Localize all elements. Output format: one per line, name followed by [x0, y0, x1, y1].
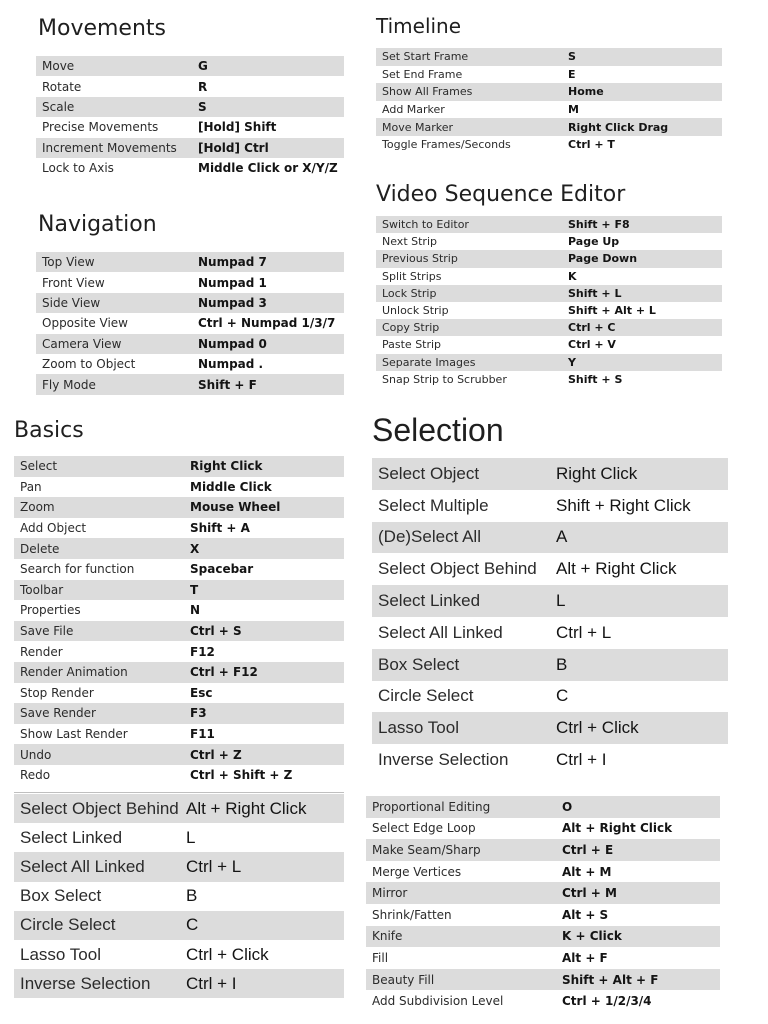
shortcut-key: Right Click — [190, 459, 263, 474]
timeline-table — [376, 48, 722, 154]
shortcut-key: Shift + F8 — [568, 218, 630, 232]
shortcut-key: Shift + Alt + F — [562, 972, 659, 987]
shortcut-action: Switch to Editor — [382, 218, 469, 232]
shortcut-row — [14, 538, 344, 559]
shortcut-key: Right Click Drag — [568, 120, 669, 134]
navigation-table — [36, 252, 344, 395]
shortcut-key: Shift + F — [198, 377, 257, 392]
shortcut-key: L — [556, 591, 566, 611]
shortcut-key: Middle Click — [190, 479, 272, 494]
shortcut-action: Set Start Frame — [382, 50, 469, 64]
shortcut-action: Search for function — [20, 562, 135, 577]
shortcut-key: Ctrl + 1/2/3/4 — [562, 994, 652, 1009]
shortcut-action: Snap Strip to Scrubber — [382, 372, 507, 386]
shortcut-action: Select Object Behind — [20, 798, 179, 818]
shortcut-key: Ctrl + Click — [186, 944, 269, 964]
shortcut-action: Add Object — [20, 521, 87, 536]
shortcut-row — [366, 990, 720, 1012]
shortcut-key: Ctrl + Z — [190, 747, 242, 762]
shortcut-row — [376, 371, 722, 388]
shortcut-key: F3 — [190, 706, 207, 721]
shortcut-action: Select Object — [378, 463, 480, 483]
shortcut-action: Toolbar — [20, 582, 64, 597]
shortcut-row — [376, 354, 722, 371]
shortcut-row — [366, 947, 720, 969]
shortcut-key: Alt + Right Click — [556, 559, 677, 579]
shortcut-row — [36, 354, 344, 374]
shortcut-action: Save Render — [20, 706, 96, 721]
shortcut-key: Ctrl + L — [186, 856, 242, 876]
shortcut-action: Move — [42, 59, 75, 74]
shortcut-key: Ctrl + S — [190, 624, 242, 639]
shortcut-key: Y — [568, 355, 576, 369]
shortcut-row — [376, 268, 722, 285]
shortcut-action: Select All Linked — [378, 622, 503, 642]
shortcut-action: Select Linked — [20, 827, 123, 847]
shortcut-key: F12 — [190, 644, 215, 659]
shortcut-action: Fill — [372, 950, 389, 965]
shortcut-action: (De)Select All — [378, 527, 481, 547]
shortcut-action: Scale — [42, 99, 75, 114]
shortcut-row — [14, 497, 344, 518]
shortcut-action: Knife — [372, 929, 403, 944]
shortcut-row — [372, 681, 728, 713]
shortcut-action: Increment Movements — [42, 140, 177, 155]
shortcut-action: Copy Strip — [382, 321, 440, 335]
shortcut-row — [14, 765, 344, 786]
selection-table — [372, 458, 728, 776]
shortcut-action: Separate Images — [382, 355, 476, 369]
navigation-title: Navigation — [38, 212, 157, 237]
vse-table — [376, 216, 722, 388]
shortcut-row — [14, 662, 344, 683]
shortcut-action: Zoom — [20, 500, 55, 515]
shortcut-action: Lock to Axis — [42, 161, 114, 176]
shortcut-action: Opposite View — [42, 316, 128, 331]
shortcut-key: O — [562, 799, 573, 814]
shortcut-row — [376, 233, 722, 250]
shortcut-action: Precise Movements — [42, 120, 159, 135]
shortcut-key: Ctrl + M — [562, 886, 617, 901]
shortcut-row — [366, 861, 720, 883]
shortcut-action: Select — [20, 459, 58, 474]
shortcut-action: Box Select — [378, 654, 460, 674]
shortcut-action: Split Strips — [382, 269, 442, 283]
shortcut-action: Render Animation — [20, 665, 128, 680]
shortcut-key: X — [190, 541, 200, 556]
timeline-title: Timeline — [376, 14, 462, 38]
shortcut-key: Shift + Right Click — [556, 495, 691, 515]
shortcut-row — [14, 559, 344, 580]
shortcut-action: Toggle Frames/Seconds — [382, 138, 511, 152]
shortcut-row — [372, 649, 728, 681]
shortcut-row — [36, 374, 344, 394]
shortcut-key: Alt + Right Click — [186, 798, 307, 818]
shortcut-row — [376, 136, 722, 154]
shortcut-row — [376, 336, 722, 353]
shortcut-action: Show All Frames — [382, 85, 473, 99]
shortcut-key: C — [556, 686, 569, 706]
mesh-editing-table — [366, 796, 720, 1012]
shortcut-row — [14, 724, 344, 745]
shortcut-row — [14, 580, 344, 601]
shortcut-action: Add Marker — [382, 103, 445, 117]
shortcut-key: [Hold] Shift — [198, 120, 277, 135]
shortcut-row — [376, 48, 722, 66]
shortcut-row — [372, 712, 728, 744]
shortcut-key: B — [186, 886, 198, 906]
shortcut-key: Alt + Right Click — [562, 821, 673, 836]
shortcut-action: Select Object Behind — [378, 559, 537, 579]
shortcut-key: Alt + S — [562, 907, 609, 922]
shortcut-row — [376, 250, 722, 267]
shortcut-row — [372, 744, 728, 776]
shortcut-key: K + Click — [562, 929, 622, 944]
shortcut-row — [372, 458, 728, 490]
shortcut-row — [14, 823, 344, 852]
shortcut-row — [14, 882, 344, 911]
shortcut-row — [14, 744, 344, 765]
shortcut-key: T — [190, 582, 199, 597]
shortcut-row — [36, 117, 344, 137]
shortcut-action: Front View — [42, 275, 105, 290]
shortcut-key: Ctrl + F12 — [190, 665, 258, 680]
shortcut-key: Shift + L — [568, 286, 622, 300]
shortcut-action: Fly Mode — [42, 377, 96, 392]
shortcut-action: Zoom to Object — [42, 357, 136, 372]
selection-fragment-table — [14, 794, 344, 998]
shortcut-row — [36, 252, 344, 272]
shortcut-action: Shrink/Fatten — [372, 907, 452, 922]
shortcut-row — [372, 617, 728, 649]
shortcut-key: Ctrl + E — [562, 842, 614, 857]
shortcut-row — [372, 522, 728, 554]
shortcut-row — [376, 302, 722, 319]
shortcut-key: Mouse Wheel — [190, 500, 281, 515]
shortcut-action: Stop Render — [20, 685, 94, 700]
shortcut-row — [14, 600, 344, 621]
shortcut-action: Undo — [20, 747, 52, 762]
shortcut-key: C — [186, 915, 199, 935]
shortcut-row — [14, 456, 344, 477]
shortcut-key: Ctrl + L — [556, 622, 612, 642]
movements-title: Movements — [38, 16, 166, 41]
shortcut-action: Side View — [42, 295, 101, 310]
shortcut-row — [376, 319, 722, 336]
shortcut-key: Numpad 3 — [198, 295, 267, 310]
shortcut-key: Ctrl + Numpad 1/3/7 — [198, 316, 336, 331]
shortcut-row — [376, 83, 722, 101]
shortcut-key: Ctrl + I — [556, 750, 607, 770]
shortcut-key: Ctrl + Click — [556, 718, 639, 738]
shortcut-row — [376, 118, 722, 136]
shortcut-row — [36, 334, 344, 354]
vse-title: Video Sequence Editor — [376, 182, 626, 207]
shortcut-row — [36, 293, 344, 313]
shortcut-action: Mirror — [372, 886, 408, 901]
shortcut-row — [14, 703, 344, 724]
shortcut-action: Add Subdivision Level — [372, 994, 504, 1009]
shortcut-action: Select Edge Loop — [372, 821, 476, 836]
shortcut-action: Rotate — [42, 79, 82, 94]
shortcut-key: K — [568, 269, 577, 283]
selection-title: Selection — [372, 412, 504, 448]
shortcut-action: Inverse Selection — [378, 750, 509, 770]
shortcut-key: [Hold] Ctrl — [198, 140, 269, 155]
shortcut-row — [366, 882, 720, 904]
shortcut-action: Delete — [20, 541, 60, 556]
shortcut-key: Numpad . — [198, 357, 264, 372]
shortcut-key: M — [568, 103, 579, 117]
shortcut-action: Circle Select — [378, 686, 474, 706]
shortcut-key: Right Click — [556, 463, 638, 483]
shortcut-action: Inverse Selection — [20, 973, 151, 993]
shortcut-row — [376, 66, 722, 84]
shortcut-row — [36, 272, 344, 292]
shortcut-action: Paste Strip — [382, 338, 442, 352]
shortcut-key: Ctrl + V — [568, 338, 616, 352]
shortcut-row — [376, 285, 722, 302]
shortcut-key: Esc — [190, 685, 213, 700]
movements-table — [36, 56, 344, 178]
shortcut-key: Page Down — [568, 252, 638, 266]
shortcut-key: Ctrl + C — [568, 321, 616, 335]
shortcut-action: Lock Strip — [382, 286, 437, 300]
shortcut-key: L — [186, 827, 196, 847]
shortcut-row — [372, 553, 728, 585]
shortcut-row — [14, 794, 344, 823]
shortcut-row — [36, 76, 344, 96]
shortcut-action: Proportional Editing — [372, 799, 491, 814]
shortcut-row — [372, 490, 728, 522]
shortcut-key: Numpad 7 — [198, 255, 267, 270]
shortcut-key: S — [568, 50, 576, 64]
section-divider — [14, 792, 344, 793]
shortcut-key: Spacebar — [190, 562, 254, 577]
shortcut-row — [14, 641, 344, 662]
shortcut-row — [366, 796, 720, 818]
shortcut-key: Shift + S — [568, 372, 623, 386]
shortcut-row — [372, 585, 728, 617]
shortcut-action: Camera View — [42, 336, 122, 351]
shortcut-key: S — [198, 99, 207, 114]
shortcut-action: Unlock Strip — [382, 304, 449, 318]
shortcut-key: Numpad 1 — [198, 275, 267, 290]
shortcut-key: B — [556, 654, 568, 674]
shortcut-row — [14, 940, 344, 969]
shortcut-action: Set End Frame — [382, 67, 463, 81]
shortcut-row — [36, 56, 344, 76]
shortcut-action: Move Marker — [382, 120, 454, 134]
shortcut-row — [14, 477, 344, 498]
shortcut-row — [376, 216, 722, 233]
shortcut-action: Select Linked — [378, 591, 481, 611]
shortcut-action: Circle Select — [20, 915, 116, 935]
shortcut-key: Numpad 0 — [198, 336, 267, 351]
shortcut-action: Properties — [20, 603, 81, 618]
shortcut-key: A — [556, 527, 568, 547]
shortcut-key: N — [190, 603, 201, 618]
shortcut-row — [14, 852, 344, 881]
shortcut-row — [14, 621, 344, 642]
shortcut-action: Make Seam/Sharp — [372, 842, 481, 857]
shortcut-row — [14, 518, 344, 539]
shortcut-key: E — [568, 67, 576, 81]
shortcut-row — [366, 969, 720, 991]
shortcut-key: Shift + Alt + L — [568, 304, 656, 318]
shortcut-action: Top View — [42, 255, 95, 270]
shortcut-key: Alt + M — [562, 864, 612, 879]
shortcut-key: R — [198, 79, 208, 94]
shortcut-action: Merge Vertices — [372, 864, 462, 879]
shortcut-action: Show Last Render — [20, 727, 128, 742]
basics-title: Basics — [14, 418, 84, 443]
shortcut-action: Render — [20, 644, 63, 659]
shortcut-action: Beauty Fill — [372, 972, 435, 987]
shortcut-action: Redo — [20, 768, 51, 783]
shortcut-action: Save File — [20, 624, 74, 639]
shortcut-key: F11 — [190, 727, 215, 742]
shortcut-row — [36, 138, 344, 158]
shortcut-row — [366, 926, 720, 948]
shortcut-row — [36, 158, 344, 178]
shortcut-key: Page Up — [568, 235, 620, 249]
shortcut-key: G — [198, 59, 208, 74]
shortcut-row — [366, 839, 720, 861]
shortcut-key: Alt + F — [562, 950, 608, 965]
shortcut-key: Middle Click or X/Y/Z — [198, 161, 338, 176]
shortcut-row — [366, 818, 720, 840]
shortcut-key: Ctrl + T — [568, 138, 615, 152]
shortcut-action: Select Multiple — [378, 495, 489, 515]
shortcut-row — [36, 97, 344, 117]
shortcut-row — [366, 904, 720, 926]
shortcut-row — [14, 969, 344, 998]
shortcut-action: Lasso Tool — [20, 944, 101, 964]
shortcut-action: Box Select — [20, 886, 102, 906]
shortcut-action: Previous Strip — [382, 252, 458, 266]
shortcut-key: Shift + A — [190, 521, 250, 536]
shortcut-key: Home — [568, 85, 604, 99]
basics-table — [14, 456, 344, 786]
shortcut-key: Ctrl + Shift + Z — [190, 768, 293, 783]
shortcut-action: Pan — [20, 479, 42, 494]
shortcut-action: Lasso Tool — [378, 718, 459, 738]
shortcut-action: Select All Linked — [20, 856, 145, 876]
shortcut-key: Ctrl + I — [186, 973, 237, 993]
shortcut-row — [14, 911, 344, 940]
shortcut-row — [36, 313, 344, 333]
shortcut-action: Next Strip — [382, 235, 437, 249]
shortcut-row — [14, 683, 344, 704]
shortcut-row — [376, 101, 722, 119]
